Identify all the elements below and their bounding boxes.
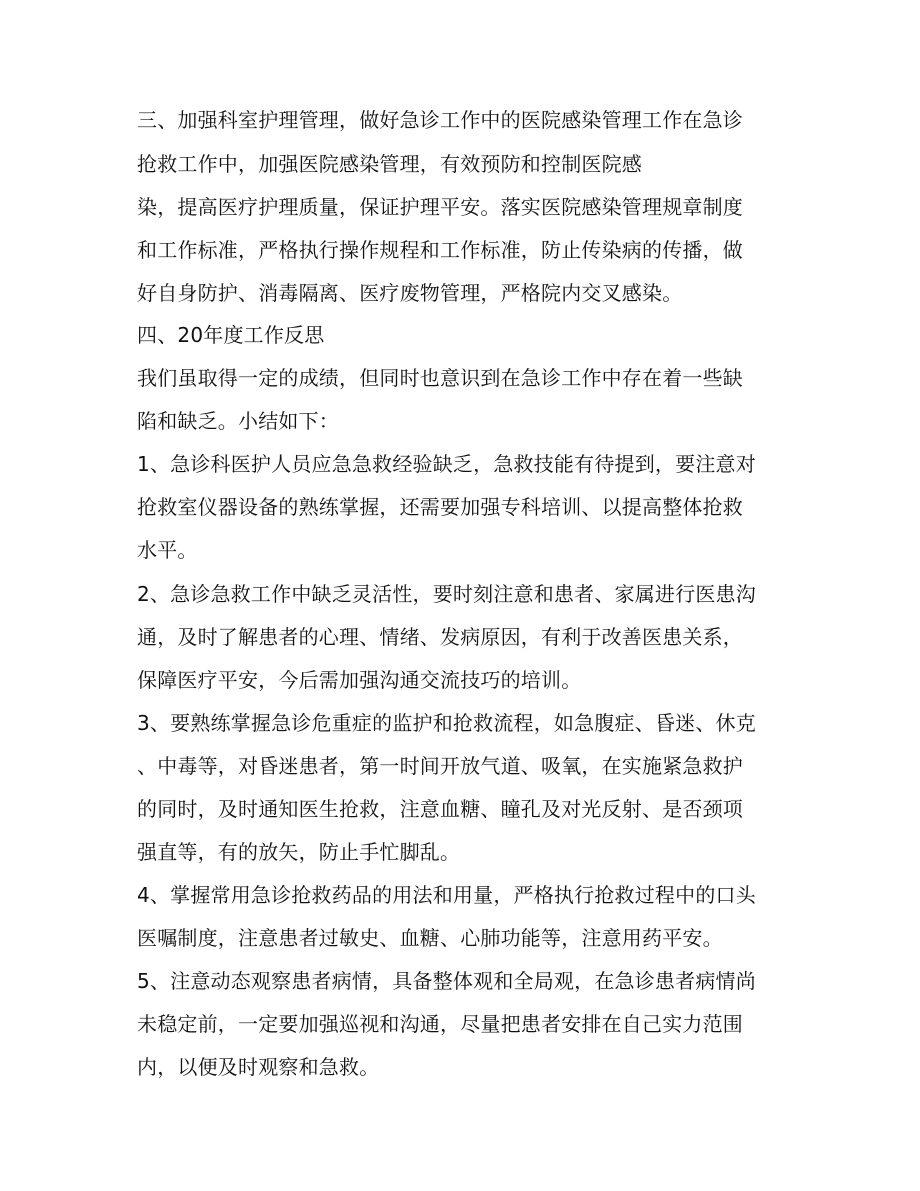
list-item: 3、要熟练掌握急诊危重症的监护和抢救流程，如急腹症、昏迷、休克 bbox=[137, 711, 756, 735]
text-line: 、中毒等，对昏迷患者，第一时间开放气道、吸氧，在实施紧急救护 bbox=[137, 754, 743, 778]
list-item: 2、急诊急救工作中缺乏灵活性，要时刻注意和患者、家属进行医患沟 bbox=[137, 582, 756, 606]
text-line: 我们虽取得一定的成绩，但同时也意识到在急诊工作中存在着一些缺 bbox=[137, 366, 743, 390]
text-line: 抢救室仪器设备的熟练掌握，还需要加强专科培训、以提高整体抢救 bbox=[137, 495, 743, 519]
list-item: 4、掌握常用急诊抢救药品的用法和用量，严格执行抢救过程中的口头 bbox=[137, 883, 756, 907]
list-item: 1、急诊科医护人员应急急救经验缺乏，急救技能有待提到，要注意对 bbox=[137, 452, 756, 476]
text-line: 内，以便及时观察和急救。 bbox=[137, 1055, 380, 1079]
text-line: 染，提高医疗护理质量，保证护理平安。落实医院感染管理规章制度 bbox=[137, 195, 743, 219]
text-line: 的同时，及时通知医生抢救，注意血糖、瞳孔及对光反射、是否颈项 bbox=[137, 797, 743, 821]
text-line: 强直等，有的放矢，防止手忙脚乱。 bbox=[137, 840, 461, 864]
text-line: 和工作标准，严格执行操作规程和工作标准，防止传染病的传播，做 bbox=[137, 238, 743, 262]
text-line: 三、加强科室护理管理，做好急诊工作中的医院感染管理工作在急诊 bbox=[137, 108, 743, 132]
text-line: 通，及时了解患者的心理、情绪、发病原因，有利于改善医患关系， bbox=[137, 625, 743, 649]
list-item: 5、注意动态观察患者病情，具备整体观和全局观，在急诊患者病情尚 bbox=[137, 969, 756, 993]
text-line: 好自身防护、消毒隔离、医疗废物管理，严格院内交叉感染。 bbox=[137, 281, 683, 305]
text-line: 水平。 bbox=[137, 538, 198, 562]
text-line: 保障医疗平安，今后需加强沟通交流技巧的培训。 bbox=[137, 668, 582, 692]
text-line: 陷和缺乏。小结如下： bbox=[137, 409, 339, 433]
text-line: 医嘱制度，注意患者过敏史、血糖、心肺功能等，注意用药平安。 bbox=[137, 926, 723, 950]
text-line: 未稳定前，一定要加强巡视和沟通，尽量把患者安排在自己实力范围 bbox=[137, 1012, 743, 1036]
text-line: 抢救工作中，加强医院感染管理，有效预防和控制医院感 bbox=[137, 152, 642, 176]
section-heading: 四、20年度工作反思 bbox=[137, 323, 325, 347]
